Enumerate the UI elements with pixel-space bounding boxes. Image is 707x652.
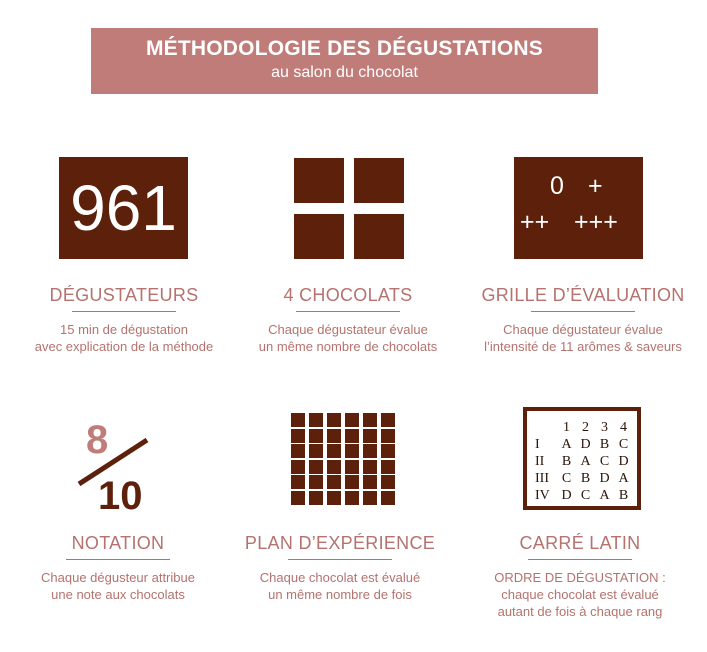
chocolate-square <box>309 491 323 505</box>
latin-square-row: IV D C A B <box>535 488 629 503</box>
chocolate-square <box>363 460 377 474</box>
divider <box>66 559 170 560</box>
chocolate-square <box>381 429 395 443</box>
latin-square-table <box>535 419 633 504</box>
chocolate-square <box>327 491 341 505</box>
card-description: Chaque dégusteur attribue une note aux chocolats <box>41 570 195 602</box>
latin-square-row: II B A C D <box>535 454 629 469</box>
chocolate-square <box>345 491 359 505</box>
chocolate-square <box>309 460 323 474</box>
latin-square-header-row: 1 2 3 4 <box>563 420 627 435</box>
chocolate-square <box>291 444 305 458</box>
chocolate-square <box>327 444 341 458</box>
tasters-count: 961 <box>70 172 177 244</box>
card-title: NOTATION <box>71 533 165 553</box>
scale-plus: + <box>588 172 603 200</box>
chocolate-square <box>363 491 377 505</box>
chocolate-square <box>381 413 395 427</box>
header-banner <box>91 28 598 94</box>
scale-triple-plus: +++ <box>574 208 618 236</box>
chocolate-square <box>381 491 395 505</box>
chocolate-square <box>345 460 359 474</box>
divider <box>288 559 392 560</box>
chocolate-square <box>327 413 341 427</box>
chocolate-square <box>327 429 341 443</box>
page-subtitle: au salon du chocolat <box>271 64 418 81</box>
chocolate-square <box>363 444 377 458</box>
card-title: CARRÉ LATIN <box>519 533 641 553</box>
latin-square-icon <box>523 407 641 510</box>
evaluation-grid-icon <box>514 157 643 259</box>
chocolate-square <box>345 429 359 443</box>
fraction-denominator: 10 <box>98 474 143 518</box>
chocolate-square <box>291 491 305 505</box>
chocolate-square <box>327 460 341 474</box>
chocolate-square <box>291 413 305 427</box>
tasters-count-icon <box>59 157 188 259</box>
chocolate-square <box>291 429 305 443</box>
chocolate-square <box>327 475 341 489</box>
chocolate-square <box>381 444 395 458</box>
card-description: 15 min de dégustation avec explication de la méthode <box>34 322 214 354</box>
chocolate-square <box>345 475 359 489</box>
chocolate-square <box>345 444 359 458</box>
chocolate-square <box>291 475 305 489</box>
latin-square-row: I A D B C <box>535 437 629 452</box>
chocolate-square <box>363 475 377 489</box>
card-description: Chaque chocolat est évalué un même nombre de fois <box>259 570 421 602</box>
card-title: PLAN D’EXPÉRIENCE <box>244 533 436 553</box>
card-chocolates <box>230 285 466 355</box>
card-tasters <box>6 285 242 355</box>
card-description: ORDRE DE DÉGUSTATION : chaque chocolat est évalué autant de fois à chaque rang <box>494 570 666 619</box>
card-title: 4 CHOCOLATS <box>283 285 413 305</box>
divider <box>72 311 176 312</box>
scale-double-plus: ++ <box>520 208 550 236</box>
chocolate-square <box>291 460 305 474</box>
card-description: Chaque dégustateur évalue l’intensité de 11 arômes & saveurs <box>484 322 682 354</box>
chocolate-square <box>309 444 323 458</box>
divider <box>531 311 635 312</box>
chocolate-square <box>309 429 323 443</box>
chocolate-square <box>381 475 395 489</box>
card-evaluation-grid <box>465 285 701 355</box>
chocolate-square <box>309 475 323 489</box>
chocolate-square <box>309 413 323 427</box>
chocolate-square <box>345 413 359 427</box>
card-title: GRILLE D’ÉVALUATION <box>481 285 685 305</box>
card-latin-square <box>462 533 698 620</box>
page-title: MÉTHODOLOGIE DES DÉGUSTATIONS <box>145 37 544 60</box>
card-experimental-design <box>222 533 458 603</box>
latin-square-row: III C B D A <box>535 471 629 486</box>
card-title: DÉGUSTATEURS <box>49 285 199 305</box>
card-rating <box>0 533 236 603</box>
chocolate-square <box>381 460 395 474</box>
fraction-numerator: 8 <box>86 418 109 462</box>
card-description: Chaque dégustateur évalue un même nombre de chocolats <box>258 322 438 354</box>
chocolate-square <box>363 429 377 443</box>
chocolate-square <box>363 413 377 427</box>
scale-zero: 0 <box>550 172 564 200</box>
divider <box>528 559 632 560</box>
divider <box>296 311 400 312</box>
